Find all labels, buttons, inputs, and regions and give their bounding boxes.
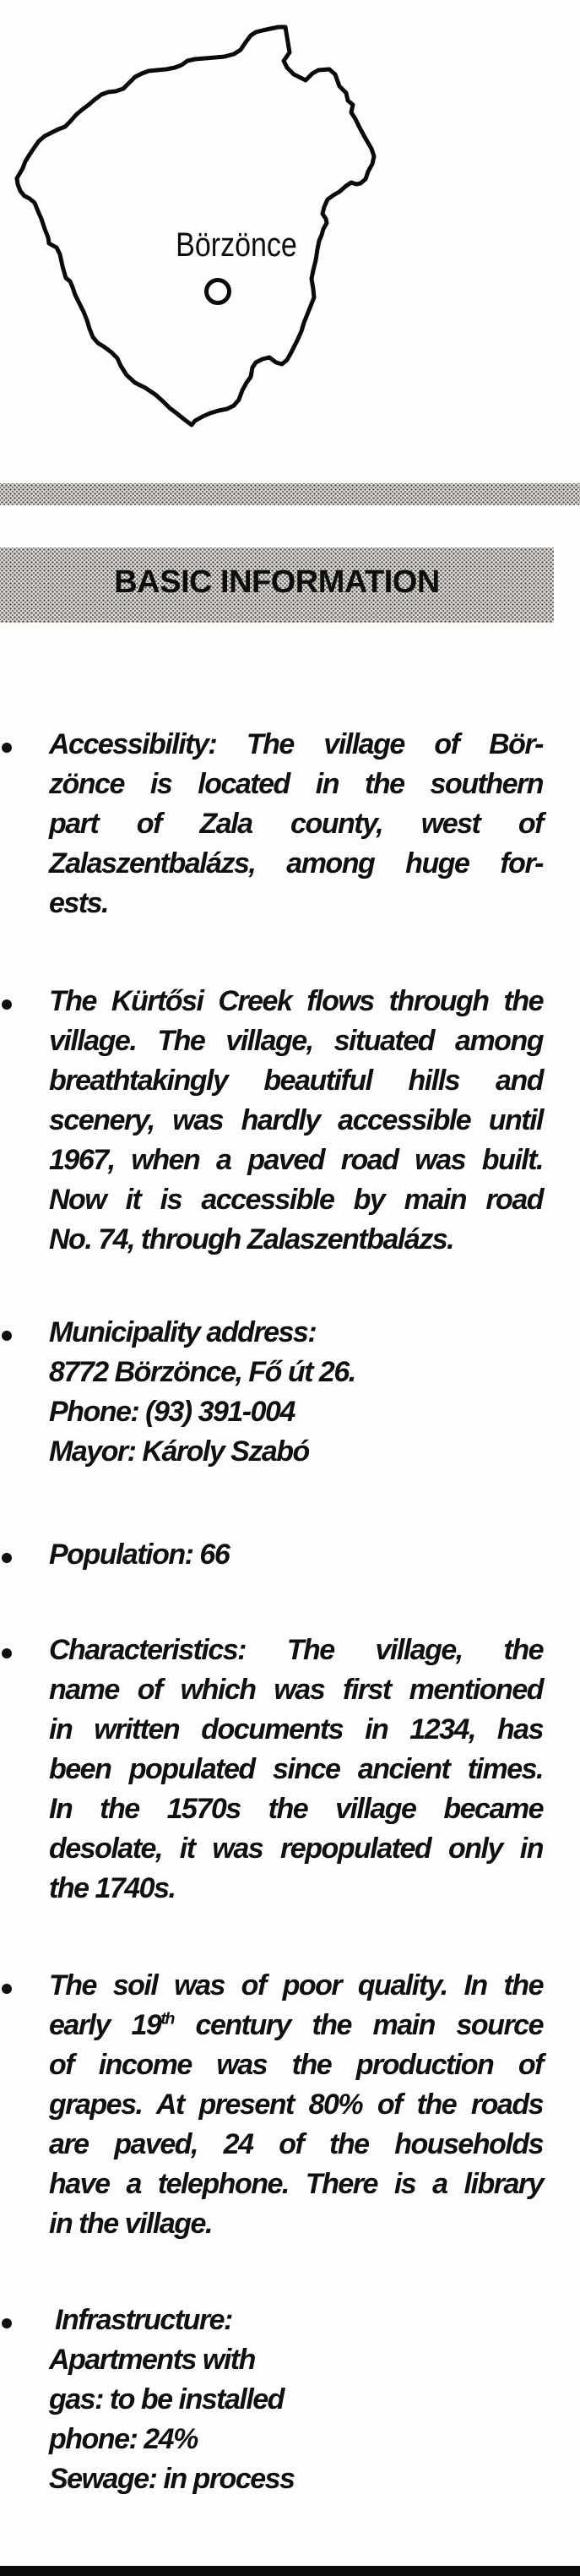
- bullet-text: [49, 725, 543, 923]
- text-line: are paved, 24 of the households: [49, 2128, 543, 2160]
- text-line: Mayor: Károly Szabó: [49, 1435, 309, 1468]
- bullet-text: [49, 1966, 543, 2244]
- bullet-dot: [2, 999, 12, 1010]
- section-title: BASIC INFORMATION: [114, 564, 440, 600]
- village-boundary-map: [0, 0, 397, 448]
- bullet-text: [49, 2301, 543, 2499]
- text-line: phone: 24%: [49, 2423, 198, 2455]
- bullet-infrastructure: [0, 2301, 580, 2499]
- text-line: Characteristics: The village, the: [49, 1634, 543, 1666]
- bullet-population: [0, 1535, 580, 1575]
- bullet-creek: [0, 982, 580, 1260]
- text-line: desolate, it was repopulated only in: [49, 1833, 543, 1865]
- text-line: ests.: [49, 887, 108, 919]
- text-line: breathtakingly beautiful hills and: [49, 1065, 543, 1097]
- text-line: have a telephone. There is a library: [49, 2168, 543, 2200]
- bullet-text: [49, 1313, 543, 1472]
- text-line: The Kürtősi Creek flows through the: [49, 985, 543, 1017]
- text-line: No. 74, through Zalaszentbalázs.: [49, 1223, 454, 1255]
- text-line: 1967, when a paved road was built.: [49, 1144, 543, 1176]
- text-line: Now it is accessible by main road: [49, 1184, 543, 1216]
- text-line: part of Zala county, west of: [49, 808, 543, 840]
- map-village-label: Börzönce: [176, 226, 297, 264]
- text-segment: century the main source: [173, 2009, 543, 2041]
- text-line: Accessibility: The village of Bör-: [49, 728, 543, 760]
- text-line: been populated since ancient times.: [49, 1753, 543, 1785]
- bullet-dot: [2, 1331, 12, 1341]
- bullet-municipality: [0, 1313, 580, 1472]
- bullet-dot: [2, 2318, 12, 2328]
- text-line: grapes. At present 80% of the roads: [49, 2089, 543, 2121]
- text-line: Phone: (93) 391-004: [49, 1396, 295, 1428]
- village-marker-circle: [207, 280, 230, 303]
- text-line: village. The village, situated among: [49, 1025, 543, 1057]
- section-header-box: [0, 547, 554, 623]
- bullet-dot: [2, 1648, 12, 1658]
- text-line: scenery, was hardly accessible until: [49, 1104, 543, 1136]
- text-line: gas: to be installed: [49, 2383, 284, 2415]
- text-line: in written documents in 1234, has: [49, 1713, 543, 1745]
- bullet-text: [49, 1535, 543, 1575]
- text-line: name of which was first mentioned: [49, 1674, 543, 1706]
- text-line: in the village.: [49, 2208, 212, 2240]
- bullet-characteristics: [0, 1631, 580, 1909]
- halftone-divider-bar: [0, 483, 580, 505]
- text-line-with-superscript: [49, 2006, 543, 2045]
- bullet-dot: [2, 1984, 12, 1994]
- text-line: Municipality address:: [49, 1316, 317, 1348]
- text-line: Zalaszentbalázs, among huge for-: [49, 847, 543, 880]
- text-line: Apartments with: [49, 2344, 255, 2376]
- footer-rule-bar: [0, 2566, 580, 2576]
- bullet-text: [49, 1631, 543, 1909]
- bullet-accessibility: [0, 725, 580, 923]
- text-segment: early 19: [49, 2009, 161, 2041]
- ordinal-superscript: th: [160, 2009, 174, 2029]
- bullet-dot: [2, 743, 12, 753]
- text-line: In the 1570s the village became: [49, 1793, 543, 1825]
- text-line: 8772 Börzönce, Fő út 26.: [49, 1356, 355, 1388]
- text-line: zönce is located in the southern: [49, 768, 543, 800]
- bullet-text: [49, 982, 543, 1260]
- bullet-soil-economy: [0, 1966, 580, 2244]
- text-line: Sewage: in process: [49, 2463, 295, 2495]
- text-line: The soil was of poor quality. In the: [49, 1969, 543, 2001]
- bullet-dot: [2, 1553, 12, 1563]
- text-line: of income was the production of: [49, 2049, 543, 2081]
- text-line: Population: 66: [49, 1539, 230, 1571]
- text-line: the 1740s.: [49, 1872, 176, 1904]
- text-line: Infrastructure:: [55, 2304, 232, 2336]
